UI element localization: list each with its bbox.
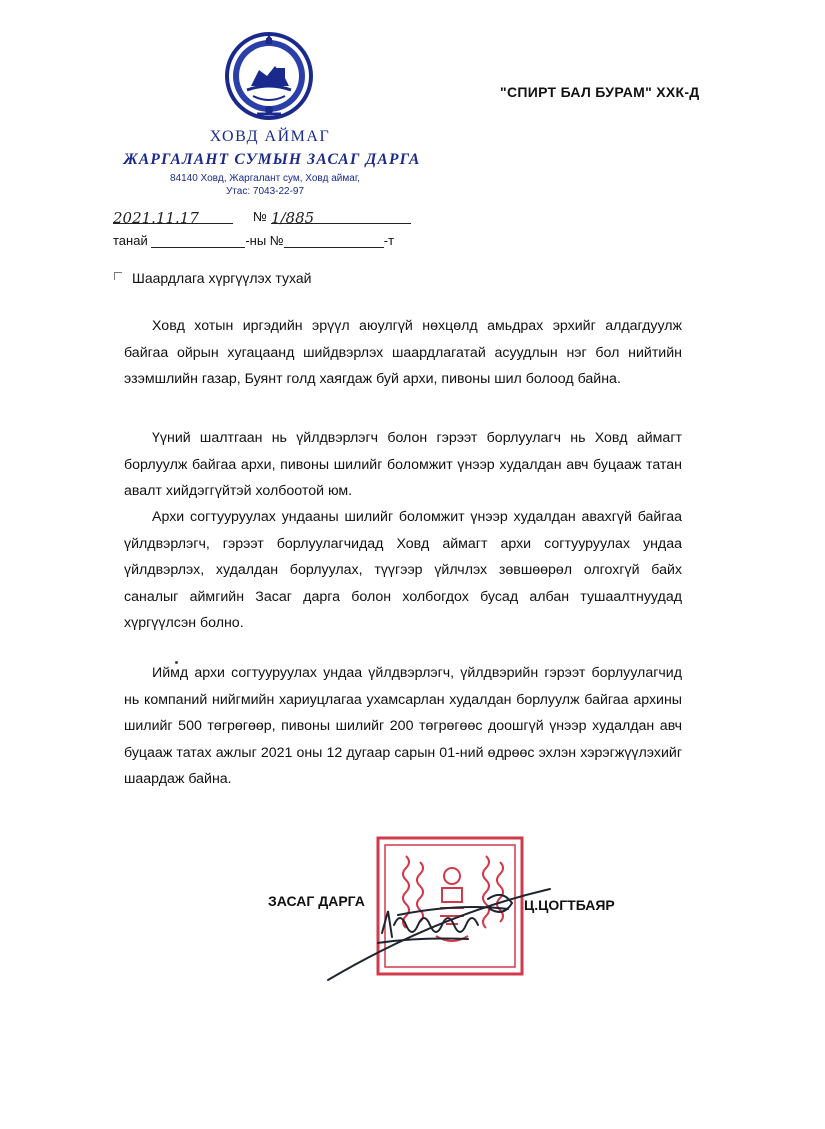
office-name: ЖАРГАЛАНТ СУМЫН ЗАСАГ ДАРГА [123, 151, 421, 168]
number-label: № [253, 209, 267, 224]
your-number-field [284, 233, 384, 248]
your-date-field [151, 233, 245, 248]
date-field [113, 209, 233, 227]
reference-your-number [113, 233, 433, 255]
reference-date-number [113, 209, 413, 231]
signatory-title: ЗАСАГ ДАРГА [268, 893, 365, 909]
recipient: "СПИРТ БАЛ БУРАМ" ХХК-Д [500, 84, 700, 100]
paragraph-1: Ховд хотын иргэдийн эрүүл аюулгүй нөхцөлд амьдрах эрхийг алдагдуулж байгаа ойрын хугацаанд шийдвэрлэх шаардлагатай асуудлын нэг бол нийтийн эзэмшлийн газар, Буянт голд хаягдаж буй архи, пивоны шил болоод байна. [124, 318, 682, 388]
scan-speck [175, 661, 178, 664]
address-line: 84140 Ховд, Жаргалант сум, Ховд аймаг, [169, 173, 361, 184]
subject-text: Шаардлага хүргүүлэх тухай [132, 270, 312, 286]
t-label: -т [383, 233, 395, 248]
corner-mark-icon [114, 272, 122, 280]
paragraph-4: Иймд архи согтууруулах ундаа үйлдвэрлэгч, үйлдвэрийн гэрээт борлуулагчид нь компаний нийгмийн хариуцлагаа ухамсарлан худалдан борлуулж байгаа архины шилийг 500 төгрөгөөр, пивоны шилийг 200 төгрөгөөс доошгүй үнээр худалдан авч буцааж татах ажлыг 2021 оны 12 дугаар сарын 01-ний өдрөөс эхлэн хэрэгжүүлэхийг шаардаж байна. [124, 665, 682, 788]
subject-line [114, 270, 311, 286]
paragraph-3: Архи согтууруулах ундааны шилийг боломжит үнээр худалдан авахгүй байгаа үйлдвэрлэгч, гэрээт борлуулагчидад Ховд аймагт архи согтууруулах ундаа үйлдвэрлэх, худалдан борлуулах, түүгээр үйлчлэх зөвшөөрөл олгохгүй байх саналыг аймгийн Засаг дарга болон холбогдох бусад албан тушаалтнуудад хүргүүлсэн болно. [124, 509, 682, 632]
ny-label: -ны № [245, 233, 284, 248]
handwritten-signature [318, 855, 554, 1000]
state-emblem-icon [223, 30, 315, 122]
number-value: 1/885 [270, 209, 315, 227]
your-label: танай [113, 233, 148, 248]
date-value: 2021.11.17 [113, 209, 199, 227]
phone-line: Утас: 7043-22-97 [225, 186, 305, 197]
number-field [270, 209, 411, 227]
office-address [130, 172, 400, 198]
signatory-name: Ц.ЦОГТБАЯР [524, 897, 615, 913]
aimag-name: ХОВД АЙМАГ [209, 128, 331, 145]
paragraph-2: Үүний шалтгаан нь үйлдвэрлэгч болон гэрээт борлуулагч нь Ховд аймагт борлуулж байгаа архи, пивоны шилийг боломжит үнээр худалдан авч буцааж татан авалт хийдэггүйтэй холбоотой юм. [124, 430, 682, 500]
